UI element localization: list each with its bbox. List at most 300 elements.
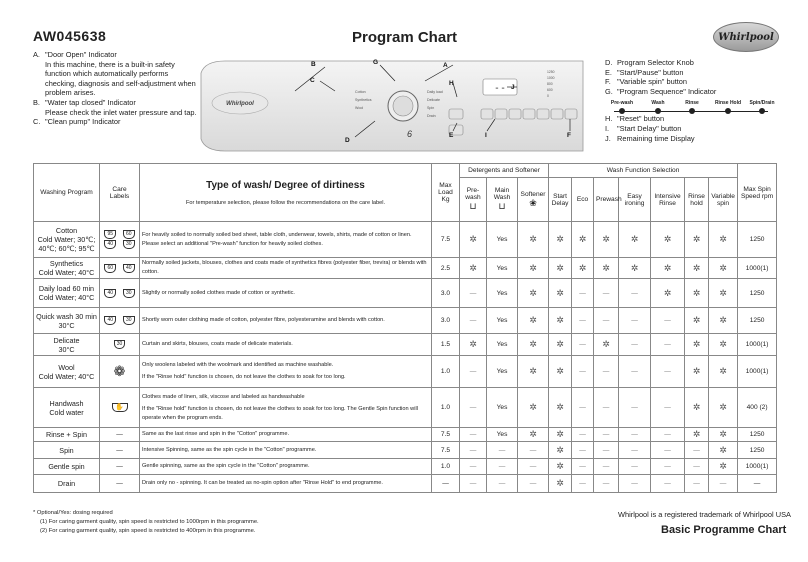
function-cell (651, 442, 685, 459)
function-cell (549, 334, 572, 356)
not-available-mark: — (579, 289, 586, 297)
not-available-mark: — (693, 480, 700, 487)
svg-text:600: 600 (547, 88, 553, 92)
function-cell (572, 388, 594, 428)
type-note: For temperature selection, please follow the recommendations on the care label. (186, 199, 385, 206)
optional-mark: ✲ (663, 287, 672, 298)
care-none: — (116, 431, 123, 438)
not-available-mark: — (631, 463, 638, 470)
care-label-cell (100, 459, 140, 475)
svg-text:Cotton: Cotton (355, 90, 366, 94)
function-cell (685, 258, 709, 279)
program-name-line: Quick wash 30 min (36, 311, 97, 321)
legend-left-text: "Clean pump" Indicator (45, 117, 121, 127)
sequence-dot (619, 108, 625, 114)
flower-icon: ❀ (529, 197, 537, 208)
trademark-note: Whirlpool is a registered trademark of Whirlpool USA (618, 510, 791, 519)
function-cell (651, 279, 685, 308)
not-available-mark: — (602, 480, 610, 487)
function-cell (619, 222, 651, 258)
description-cell (140, 308, 432, 334)
not-available-mark: — (631, 431, 638, 438)
wash-temp-icon: 60 (123, 230, 135, 239)
table-row (34, 442, 777, 459)
description-cell (140, 258, 432, 279)
function-cell (460, 388, 487, 428)
description-cell (140, 222, 432, 258)
max-load-cell: 7.5 (432, 428, 460, 442)
function-cell (685, 308, 709, 334)
function-cell (572, 222, 594, 258)
function-cell (651, 308, 685, 334)
legend-right-item (605, 68, 785, 78)
description-text: Slightly or normally soiled clothes made of cotton or synthetic. (142, 289, 295, 296)
legend-right-text: "Variable spin" button (617, 77, 688, 87)
col-softener (518, 178, 549, 222)
description-note: If the "Rinse hold" function is chosen, do not leave the clothes to soak for too long. The Gentle Spin function will operate when the program ends. (142, 405, 418, 421)
function-cell (460, 222, 487, 258)
description-cell (140, 442, 432, 459)
svg-text:Spin: Spin (427, 106, 435, 110)
function-cell (709, 475, 738, 493)
optional-mark: ✲ (469, 339, 477, 349)
legend-right-item (605, 134, 785, 144)
care-label-cell (100, 475, 140, 493)
function-cell (685, 356, 709, 388)
svg-text:0: 0 (547, 94, 549, 98)
function-cell (549, 388, 572, 428)
max-load-cell: 7.5 (432, 442, 460, 459)
function-cell (549, 279, 572, 308)
description-text: For heavily soiled to normally soiled bed sheet, table cloth, underwear, towels, shirts, made of cotton or linen. Please select an additional "Pre-wash" function for heavily soiled clothes. (142, 231, 412, 247)
svg-text:1000: 1000 (547, 76, 555, 80)
function-cell (487, 475, 518, 493)
legend-right-text: "Start/Pause" button (617, 67, 684, 77)
description-note: If the "Rinse hold" function is chosen, do not leave the clothes to soak for too long. (142, 374, 346, 380)
function-cell (619, 279, 651, 308)
care-label-cell (100, 222, 140, 258)
not-available-mark: — (579, 431, 586, 438)
function-cell (594, 475, 619, 493)
group-wash-functions: Wash Function Selection (549, 164, 738, 178)
yes-mark: Yes (496, 404, 508, 411)
not-available-mark: — (631, 446, 638, 454)
function-cell (619, 475, 651, 493)
not-available-mark: — (469, 463, 477, 470)
function-cell (685, 475, 709, 493)
function-cell (651, 258, 685, 279)
optional-mark: ✲ (602, 234, 610, 244)
program-name-cell (34, 442, 100, 459)
function-cell (619, 428, 651, 442)
max-load-cell: 1.0 (432, 388, 460, 428)
program-name-cell (34, 279, 100, 308)
table-row (34, 475, 777, 493)
legend-right-key: I. (605, 123, 610, 133)
optional-mark: ✲ (719, 461, 727, 471)
optional-mark: ✲ (556, 287, 564, 298)
yes-mark: Yes (496, 341, 508, 348)
function-cell (594, 222, 619, 258)
description-cell (140, 388, 432, 428)
care-none: — (116, 446, 123, 454)
optional-mark: ✲ (719, 429, 727, 439)
function-cell (619, 356, 651, 388)
not-available-mark: — (664, 431, 671, 438)
function-cell (487, 222, 518, 258)
optional-mark: ✲ (692, 287, 701, 298)
model-number: AW045638 (33, 28, 107, 44)
callout-b: B (311, 61, 316, 68)
group-detergents: Detergents and Softener (460, 164, 549, 178)
description-text: Clothes made of linen, silk, viscose and labeled as handwashable (142, 393, 305, 400)
function-cell (487, 356, 518, 388)
function-cell (709, 334, 738, 356)
description-text: Gentle spinning, same as the spin cycle in the "Cotton" programme. (142, 463, 310, 469)
max-spin-cell: — (738, 475, 777, 493)
sequence-label: Wash (651, 100, 665, 106)
legend-right-text: "Start Delay" button (617, 123, 682, 133)
function-cell (594, 442, 619, 459)
optional-mark: ✲ (719, 444, 727, 455)
program-name-cell (34, 356, 100, 388)
legend-left-item (33, 98, 201, 108)
col-type-of-wash (140, 164, 432, 222)
function-cell (651, 428, 685, 442)
function-cell (487, 334, 518, 356)
function-cell (549, 428, 572, 442)
function-cell (549, 356, 572, 388)
page-title: Program Chart (352, 29, 458, 46)
col-start-delay: Start Delay (549, 178, 572, 222)
optional-mark: ✲ (556, 478, 564, 488)
function-cell (572, 308, 594, 334)
function-cell (709, 279, 738, 308)
care-none: — (116, 463, 123, 470)
function-cell (460, 334, 487, 356)
legend-left-text: In this machine, there is a built-in safety function which automatically performs checking, diagnosis and self-adjustment when problem arises. (45, 59, 196, 98)
not-available-mark: — (529, 463, 537, 470)
function-cell (651, 222, 685, 258)
program-name-line: Handwash (49, 398, 84, 408)
not-available-mark: — (631, 480, 638, 487)
description-text: Shortly worn outer clothing made of cotton, polyester fibre, polyesteramine and blends with cotton. (142, 317, 385, 323)
not-available-mark: — (602, 317, 610, 324)
not-available-mark: — (664, 368, 671, 375)
function-cell (594, 258, 619, 279)
svg-text:Wool: Wool (355, 106, 364, 110)
program-name-line: 30°C (58, 320, 75, 330)
col-eco: Eco (572, 178, 594, 222)
function-cell (651, 356, 685, 388)
description-text: Drain only no - spinning. It can be treated as no-spin option after "Rinse Hold" to end programme. (142, 480, 383, 486)
function-cell (518, 222, 549, 258)
legend-right-key: D. (605, 58, 613, 67)
col-rinse-hold: Rinse hold (685, 178, 709, 222)
not-available-mark: — (498, 480, 506, 487)
optional-mark: ✲ (602, 339, 610, 349)
max-spin-cell: 1250 (738, 308, 777, 334)
program-name-line: 40℃; 60℃; 95℃ (38, 244, 95, 253)
col-prewash-fn: Prewash (594, 178, 619, 222)
not-available-mark: — (469, 289, 477, 297)
program-name-line: Cold Water; 40°C (38, 268, 95, 277)
care-label-cell (100, 279, 140, 308)
legend-left-item (33, 108, 201, 118)
legend-right-key: J. (605, 133, 611, 143)
optional-mark: ✲ (719, 402, 727, 412)
function-cell (709, 222, 738, 258)
function-cell (487, 442, 518, 459)
care-label-cell (100, 258, 140, 279)
optional-mark: ✲ (556, 461, 564, 471)
callout-j: J (511, 84, 515, 91)
function-cell (651, 475, 685, 493)
legend-left-item (33, 50, 201, 60)
legend-right-text: Remaining time Display (617, 133, 695, 143)
function-cell (685, 334, 709, 356)
not-available-mark: — (631, 404, 638, 411)
program-name-line: Cold Water; 40°C (38, 293, 95, 302)
optional-mark: ✲ (556, 339, 564, 349)
function-cell (572, 279, 594, 308)
optional-mark: ✲ (529, 339, 537, 349)
footnote-1: (1) For caring garment quality, spin speed is restricted to 1000rpm in this programme. (40, 519, 259, 525)
optional-mark: ✲ (630, 262, 639, 273)
function-cell (572, 428, 594, 442)
max-load-cell: 1.0 (432, 356, 460, 388)
legend-left-item (33, 60, 201, 98)
legend-left-key: C. (33, 117, 41, 127)
sequence-dot (725, 108, 731, 114)
function-cell (651, 388, 685, 428)
function-cell (460, 442, 487, 459)
footnote-star: * Optional/Yes: dosing required (33, 510, 113, 516)
function-cell (572, 475, 594, 493)
program-name-cell (34, 334, 100, 356)
optional-mark: ✲ (556, 234, 564, 244)
wash-temp-icon: 40 (104, 316, 116, 325)
program-name-line: Delicate (53, 335, 80, 345)
max-load-cell: 1.0 (432, 459, 460, 475)
program-name-line: 30°C (58, 344, 75, 354)
woolmark-icon: ❁ (113, 363, 126, 379)
not-available-mark: — (631, 368, 638, 375)
not-available-mark: — (602, 463, 610, 470)
col-prewash (460, 178, 487, 222)
care-label-cell (100, 308, 140, 334)
sequence-dot (689, 108, 695, 114)
wash-temp-icon: 30 (123, 240, 135, 249)
not-available-mark: — (631, 289, 638, 297)
function-cell (460, 279, 487, 308)
function-cell (619, 388, 651, 428)
care-none: — (116, 480, 123, 487)
function-cell (685, 442, 709, 459)
not-available-mark: — (664, 463, 671, 470)
program-name-cell (34, 258, 100, 279)
function-cell (518, 475, 549, 493)
max-spin-cell: 1000(1) (738, 258, 777, 279)
svg-text:Drain: Drain (427, 114, 436, 118)
function-cell (594, 334, 619, 356)
callout-c: C (310, 77, 315, 84)
not-available-mark: — (719, 480, 727, 487)
not-available-mark: — (529, 446, 537, 454)
max-spin-cell: 1000(1) (738, 459, 777, 475)
col-mainwash (487, 178, 518, 222)
max-spin-cell: 1000(1) (738, 356, 777, 388)
not-available-mark: — (469, 446, 477, 454)
svg-text:1250: 1250 (547, 70, 555, 74)
svg-text:800: 800 (547, 82, 553, 86)
description-text: Normally soiled jackets, blouses, clothes and coats made of synthetics fibres (polyester fiber, trevira) or blends with cotton. (142, 260, 427, 275)
not-available-mark: — (664, 480, 671, 487)
care-label-cell (100, 356, 140, 388)
function-cell (709, 388, 738, 428)
sequence-label: Spin/Drain (749, 100, 775, 106)
table-row (34, 222, 777, 258)
care-label-cell (100, 388, 140, 428)
program-rows (34, 222, 777, 493)
wash-temp-icon: 60 (104, 264, 116, 273)
not-available-mark: — (579, 480, 586, 487)
not-available-mark: — (602, 289, 610, 297)
sequence-label: Rinse Hold (714, 100, 742, 106)
not-available-mark: — (529, 480, 537, 487)
function-cell (594, 459, 619, 475)
handwash-icon: ✋ (112, 403, 128, 412)
function-cell (685, 459, 709, 475)
not-available-mark: — (469, 317, 477, 324)
table-row (34, 459, 777, 475)
not-available-mark: — (664, 446, 671, 454)
function-cell (709, 308, 738, 334)
optional-mark: ✲ (719, 262, 727, 273)
legend-left-item (33, 117, 201, 127)
yes-mark: Yes (496, 368, 508, 375)
optional-mark: ✲ (556, 429, 564, 439)
not-available-mark: — (664, 404, 671, 411)
control-panel-illustration (195, 51, 590, 161)
legend-left-key: B. (33, 97, 40, 107)
function-cell (594, 388, 619, 428)
program-name-line: Cold Water; 40°C (38, 371, 95, 381)
not-available-mark: — (498, 463, 506, 470)
description-text: Only woolens labeled with the woolmark and identified as machine washable. (142, 362, 334, 368)
function-cell (460, 428, 487, 442)
not-available-mark: — (631, 341, 638, 348)
col-max-load: Max Load Kg (432, 164, 460, 222)
function-cell (594, 356, 619, 388)
callout-i: I (485, 132, 487, 139)
max-load-cell: 7.5 (432, 222, 460, 258)
function-cell (460, 308, 487, 334)
not-available-mark: — (469, 431, 477, 438)
optional-mark: ✲ (692, 339, 701, 349)
svg-text:Synthetics: Synthetics (355, 98, 372, 102)
optional-mark: ✲ (529, 262, 537, 273)
max-spin-cell: 1250 (738, 279, 777, 308)
function-cell (487, 388, 518, 428)
function-cell (460, 258, 487, 279)
basin-icon: ⊔ (469, 201, 477, 211)
function-cell (549, 475, 572, 493)
function-cell (487, 258, 518, 279)
not-available-mark: — (579, 317, 586, 324)
function-cell (619, 442, 651, 459)
optional-mark: ✲ (529, 234, 537, 244)
optional-mark: ✲ (529, 287, 537, 298)
table-row (34, 334, 777, 356)
optional-mark: ✲ (719, 287, 727, 298)
function-cell (460, 459, 487, 475)
program-name-line: Daily load 60 min (38, 284, 95, 293)
description-text: Same as the last rinse and spin in the "Cotton" programme. (142, 431, 289, 437)
legend-right-item (605, 124, 785, 134)
callout-e: E (449, 132, 454, 139)
wash-temp-icon: 40 (104, 240, 116, 249)
program-name-line: Cotton (55, 226, 78, 235)
optional-mark: ✲ (663, 262, 672, 273)
yes-mark: Yes (496, 264, 508, 272)
optional-mark: ✲ (719, 234, 727, 244)
description-cell (140, 428, 432, 442)
function-cell (518, 258, 549, 279)
not-available-mark: — (693, 463, 700, 470)
callout-f: F (567, 132, 571, 139)
optional-mark: ✲ (469, 234, 477, 244)
optional-mark: ✲ (578, 262, 587, 273)
max-load-cell: 3.0 (432, 308, 460, 334)
col-easy-ironing: Easy ironing (619, 178, 651, 222)
legend-right-item (605, 77, 785, 87)
col-care-labels: Care Labels (100, 164, 140, 222)
max-spin-cell: 1250 (738, 222, 777, 258)
legend-right-text: "Reset" button (617, 114, 665, 124)
program-name-line: Synthetics (49, 259, 84, 268)
function-cell (487, 428, 518, 442)
program-name-cell (34, 475, 100, 493)
description-text: Curtain and skirts, blouses, coats made of delicate materials. (142, 341, 293, 347)
function-cell (651, 334, 685, 356)
function-cell (572, 258, 594, 279)
function-cell (651, 459, 685, 475)
care-label-cell (100, 428, 140, 442)
col-prewash-label: Pre-wash (465, 187, 481, 201)
optional-mark: ✲ (578, 234, 587, 244)
legend-right-key: E. (605, 67, 612, 77)
optional-mark: ✲ (692, 402, 701, 412)
program-name-line: Wool (58, 362, 75, 372)
not-available-mark: — (579, 463, 586, 470)
program-name-cell (34, 459, 100, 475)
not-available-mark: — (579, 341, 586, 348)
not-available-mark: — (579, 446, 586, 454)
optional-mark: ✲ (692, 315, 701, 325)
callout-g: G (373, 59, 379, 66)
function-cell (709, 459, 738, 475)
svg-text:Daily load: Daily load (427, 90, 443, 94)
legend-right-text: "Program Sequence" Indicator (617, 86, 717, 96)
function-cell (549, 459, 572, 475)
optional-mark: ✲ (692, 262, 701, 273)
program-name-line: Rinse + Spin (46, 430, 87, 439)
not-available-mark: — (602, 368, 610, 375)
function-cell (594, 279, 619, 308)
table-row (34, 356, 777, 388)
not-available-mark: — (631, 317, 638, 324)
